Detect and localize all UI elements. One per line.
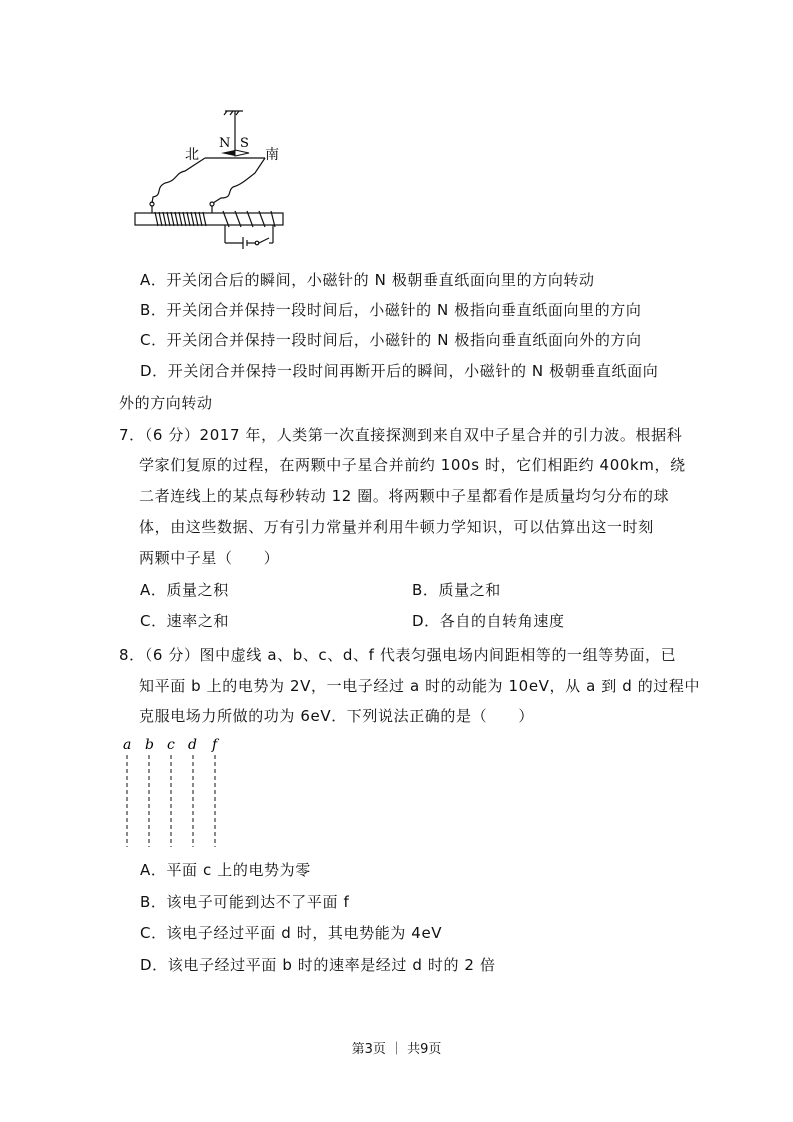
q7-option-b: B．质量之和 bbox=[412, 581, 501, 599]
q6-option-a: A．开关闭合后的瞬间，小磁针的 N 极朝垂直纸面向里的方向转动 bbox=[140, 271, 595, 289]
q8-option-d: D．该电子经过平面 b 时的速率是经过 d 时的 2 倍 bbox=[140, 956, 496, 974]
pole-n-label: N bbox=[219, 136, 231, 151]
equipotential-planes-diagram bbox=[115, 735, 225, 850]
q6-option-c: C．开关闭合并保持一段时间后，小磁针的 N 极指向垂直纸面向外的方向 bbox=[140, 331, 642, 349]
pole-s-label: S bbox=[240, 136, 249, 151]
q7-option-c: C．速率之和 bbox=[140, 612, 230, 630]
q7-option-d: D．各自的自转角速度 bbox=[412, 612, 565, 630]
plane-label-b: b bbox=[145, 737, 154, 753]
north-label: 北 bbox=[185, 147, 199, 163]
q8-line: 知平面 b 上的电势为 2V，一电子经过 a 时的动能为 10eV，从 a 到 d 的过程中 bbox=[139, 677, 701, 695]
q7-line: 两颗中子星（ ） bbox=[139, 549, 280, 567]
plane-label-c: c bbox=[167, 737, 175, 753]
q7-line: 学家们复原的过程，在两颗中子星合并前约 100s 时，它们相距约 400km，绕 bbox=[139, 456, 686, 474]
q7-line: 体，由这些数据、万有引力常量并利用牛顿力学知识，可以估算出这一时刻 bbox=[139, 518, 654, 536]
plane-label-a: a bbox=[123, 737, 132, 753]
plane-label-f: f bbox=[212, 737, 218, 753]
q8-option-a: A．平面 c 上的电势为零 bbox=[140, 861, 311, 879]
q7-line: 7．（6 分）2017 年，人类第一次直接探测到来自双中子星合并的引力波。根据科 bbox=[119, 426, 683, 444]
page-footer: 第3页 ｜ 共9页 bbox=[351, 1042, 442, 1057]
q8-option-b: B．该电子可能到达不了平面 f bbox=[140, 893, 350, 911]
q6-option-d-cont: 外的方向转动 bbox=[119, 394, 213, 412]
q6-option-b: B．开关闭合并保持一段时间后，小磁针的 N 极指向垂直纸面向里的方向 bbox=[140, 301, 642, 319]
plane-label-d: d bbox=[188, 737, 197, 753]
q7-line: 二者连线上的某点每秒转动 12 圈。将两颗中子星都看作是质量均匀分布的球 bbox=[139, 487, 670, 505]
q8-line: 克服电场力所做的功为 6eV．下列说法正确的是（ ） bbox=[139, 707, 535, 725]
coil-compass-diagram bbox=[125, 103, 300, 253]
q8-option-c: C．该电子经过平面 d 时，其电势能为 4eV bbox=[140, 924, 443, 942]
q8-line: 8．（6 分）图中虚线 a、b、c、d、f 代表匀强电场内间距相等的一组等势面，已 bbox=[119, 646, 677, 664]
q7-option-a: A．质量之积 bbox=[140, 581, 229, 599]
south-label: 南 bbox=[265, 147, 279, 163]
q6-option-d: D．开关闭合并保持一段时间再断开后的瞬间，小磁针的 N 极朝垂直纸面向 bbox=[140, 362, 659, 380]
